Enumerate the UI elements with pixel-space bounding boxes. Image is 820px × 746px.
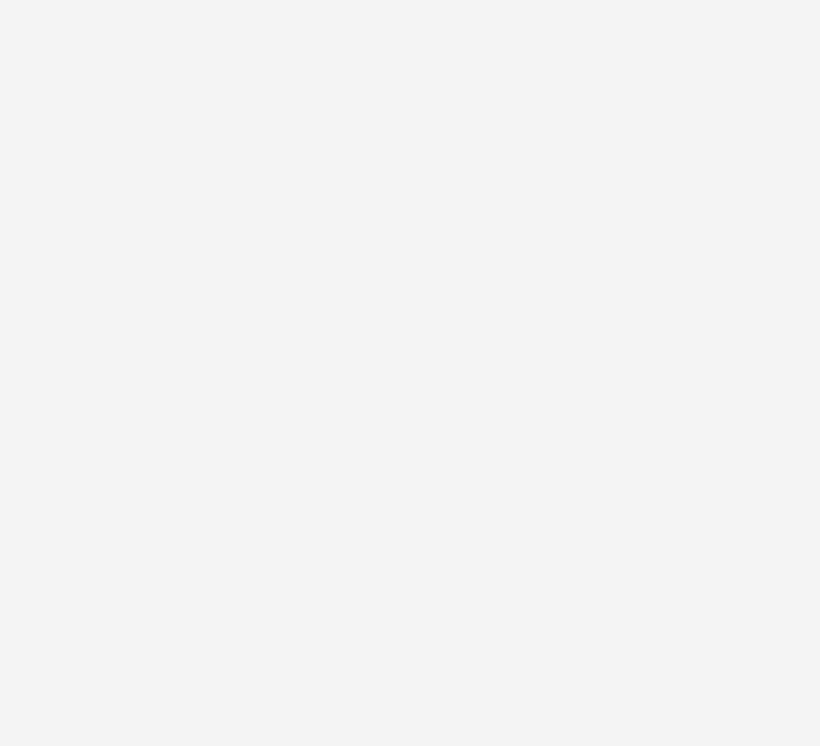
right-column [416,192,669,198]
left-column [152,191,405,205]
